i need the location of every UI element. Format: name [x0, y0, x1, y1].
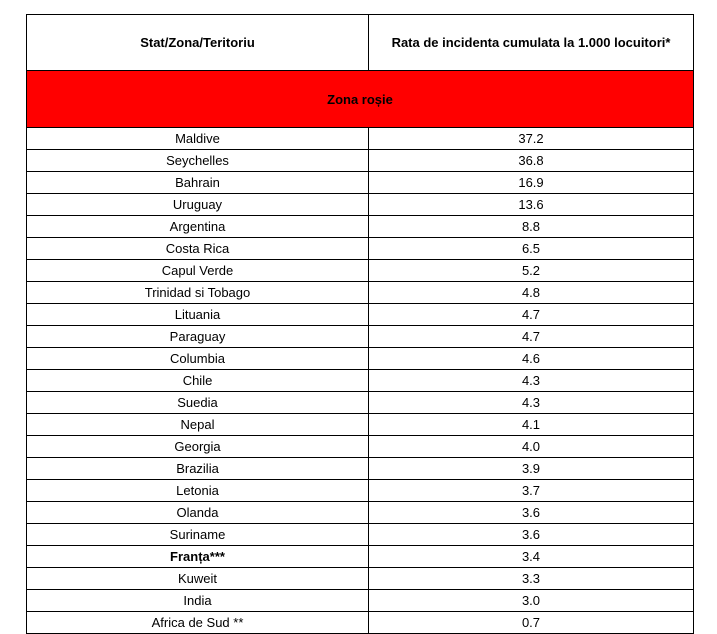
table-body: [27, 71, 694, 634]
rate-cell: 3.0: [369, 590, 694, 612]
rate-cell: 6.5: [369, 238, 694, 260]
rate-cell: 3.7: [369, 480, 694, 502]
table-row: [27, 150, 694, 172]
table-row: [27, 436, 694, 458]
country-cell: Columbia: [27, 348, 369, 370]
table-row: [27, 282, 694, 304]
country-cell: Uruguay: [27, 194, 369, 216]
country-cell: Lituania: [27, 304, 369, 326]
table-row: [27, 326, 694, 348]
country-cell: Brazilia: [27, 458, 369, 480]
rate-cell: 4.1: [369, 414, 694, 436]
rate-cell: 16.9: [369, 172, 694, 194]
country-cell: Africa de Sud **: [27, 612, 369, 634]
rate-cell: 4.6: [369, 348, 694, 370]
rate-cell: 3.4: [369, 546, 694, 568]
rate-cell: 4.7: [369, 326, 694, 348]
table-row: [27, 480, 694, 502]
table-row: [27, 502, 694, 524]
header-rate: Rata de incidenta cumulata la 1.000 locuitori*: [369, 15, 694, 71]
country-cell: Chile: [27, 370, 369, 392]
table-row: [27, 568, 694, 590]
incidence-table: [26, 14, 694, 634]
table-row: [27, 546, 694, 568]
header-country: Stat/Zona/Teritoriu: [27, 15, 369, 71]
rate-cell: 4.3: [369, 392, 694, 414]
rate-cell: 4.8: [369, 282, 694, 304]
table-row: [27, 392, 694, 414]
rate-cell: 36.8: [369, 150, 694, 172]
table-row: [27, 524, 694, 546]
table-row: [27, 348, 694, 370]
country-cell: Suriname: [27, 524, 369, 546]
country-cell: Paraguay: [27, 326, 369, 348]
rate-cell: 4.3: [369, 370, 694, 392]
rate-cell: 3.9: [369, 458, 694, 480]
table-row: [27, 238, 694, 260]
country-cell: Bahrain: [27, 172, 369, 194]
rate-cell: 13.6: [369, 194, 694, 216]
header-row: [27, 15, 694, 71]
zone-row: [27, 71, 694, 128]
country-cell: Letonia: [27, 480, 369, 502]
country-cell: Trinidad si Tobago: [27, 282, 369, 304]
table-row: [27, 194, 694, 216]
rate-cell: 3.3: [369, 568, 694, 590]
country-cell: Franța***: [27, 546, 369, 568]
country-cell: Costa Rica: [27, 238, 369, 260]
rate-cell: 4.7: [369, 304, 694, 326]
table-row: [27, 590, 694, 612]
rate-cell: 4.0: [369, 436, 694, 458]
table-row: [27, 260, 694, 282]
rate-cell: 3.6: [369, 502, 694, 524]
zone-label: Zona roșie: [27, 71, 694, 128]
country-cell: Seychelles: [27, 150, 369, 172]
rate-cell: 5.2: [369, 260, 694, 282]
table-row: [27, 172, 694, 194]
country-cell: India: [27, 590, 369, 612]
country-cell: Olanda: [27, 502, 369, 524]
table-row: [27, 216, 694, 238]
table-row: [27, 612, 694, 634]
table-row: [27, 458, 694, 480]
country-cell: Nepal: [27, 414, 369, 436]
rate-cell: 0.7: [369, 612, 694, 634]
rate-cell: 37.2: [369, 128, 694, 150]
country-cell: Maldive: [27, 128, 369, 150]
country-cell: Capul Verde: [27, 260, 369, 282]
country-cell: Suedia: [27, 392, 369, 414]
rate-cell: 3.6: [369, 524, 694, 546]
country-cell: Argentina: [27, 216, 369, 238]
table-row: [27, 304, 694, 326]
table-row: [27, 370, 694, 392]
country-cell: Georgia: [27, 436, 369, 458]
table-row: [27, 128, 694, 150]
country-cell: Kuweit: [27, 568, 369, 590]
rate-cell: 8.8: [369, 216, 694, 238]
table-row: [27, 414, 694, 436]
